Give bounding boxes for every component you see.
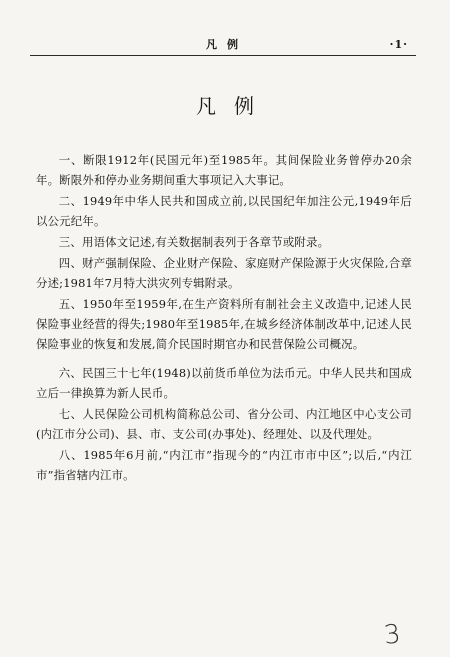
- header-rule: [30, 55, 416, 56]
- paragraph-2: 二、1949年中华人民共和国成立前,以民国纪年加注公元,1949年后以公元纪年。: [36, 194, 412, 228]
- running-title: 凡例: [206, 38, 248, 51]
- paragraph-5: 五、1950年至1959年,在生产资料所有制社会主义改造中,记述人民保险事业经营的得失;1980年至1985年,在城乡经济体制改革中,记述人民保险事业的恢复和发展,简介民国时期官办和民营保险公司概况。: [36, 297, 412, 351]
- paragraph-4: 四、财产强制保险、企业财产保险、家庭财产保险源于火灾保险,合章分述;1981年7月特大洪灾列专辑附录。: [36, 256, 412, 290]
- page-title: 凡例: [196, 94, 272, 118]
- page-number: ·1·: [389, 38, 408, 51]
- paragraph-6: 六、民国三十七年(1948)以前货币单位为法币元。中华人民共和国成立后一律换算为新人民币。: [36, 366, 412, 400]
- running-header: [30, 38, 408, 52]
- paragraph-8: 八、1985年6月前,“内江市”指现今的“内江市市中区”;以后,“内江市”指省辖内江市。: [36, 448, 412, 482]
- body-text: [36, 150, 412, 486]
- paragraph-1: 一、断限1912年(民国元年)至1985年。其间保险业务曾停办20余年。断限外和停办业务期间重大事项记入大事记。: [36, 153, 412, 187]
- paragraph-3: 三、用语体文记述,有关数据制表列于各章节或附录。: [58, 235, 330, 249]
- handwritten-page-mark: 3: [382, 619, 403, 651]
- paragraph-7: 七、人民保险公司机构简称总公司、省分公司、内江地区中心支公司(内江市分公司)、县、市、支公司(办事处)、经理处、以及代理处。: [36, 407, 412, 441]
